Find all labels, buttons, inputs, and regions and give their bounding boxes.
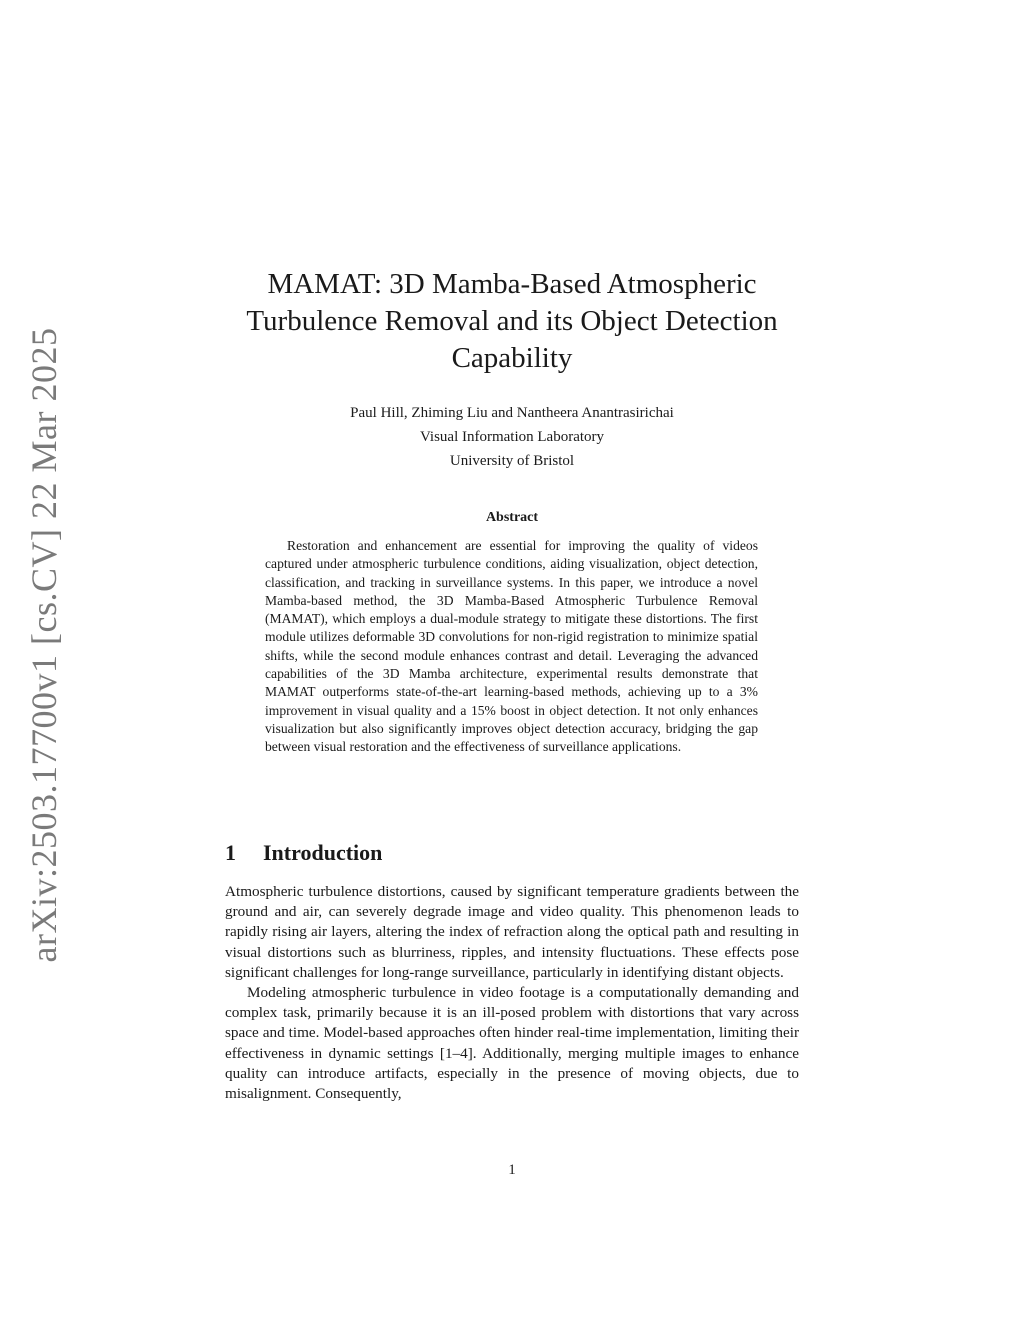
author-list: Paul Hill, Zhiming Liu and Nantheera Anantrasirichai xyxy=(350,405,674,421)
arxiv-identifier-stamp: arXiv:2503.17700v1 [cs.CV] 22 Mar 2025 xyxy=(24,327,64,963)
section-title: Introduction xyxy=(263,840,383,865)
title-line-1: MAMAT: 3D Mamba-Based Atmospheric xyxy=(267,268,757,300)
affiliation-lab: Visual Information Laboratory xyxy=(419,429,605,445)
affiliation-university: University of Bristol xyxy=(449,453,575,469)
introduction-body xyxy=(225,882,799,1104)
intro-paragraph-1: Atmospheric turbulence distortions, caused by significant temperature gradients between the ground and air, can severely degrade image and video quality. This phenomenon leads to rapidly rising air layers, altering the index of refraction along the optical path and resulting in visual distortions such as blurriness, ripples, and intensity fluctuations. These effects pose significant challenges for long-range surveillance, particularly in identifying distant objects. xyxy=(225,883,799,981)
intro-paragraph-2: Modeling atmospheric turbulence in video footage is a computationally demanding and complex task, primarily because it is an ill-posed problem with distortions that vary across space and time. Model-based approaches often hinder real-time implementation, limiting their effectiveness in dynamic settings [1–4]. Additionally, merging multiple images to enhance quality can introduce artifacts, especially in the presence of moving objects, due to misalignment. Consequently, xyxy=(225,984,799,1103)
title-line-3: Capability xyxy=(451,342,573,374)
section-heading-introduction xyxy=(225,840,382,866)
title-line-2: Turbulence Removal and its Object Detection xyxy=(246,305,778,337)
author-block xyxy=(200,401,824,473)
section-number: 1 xyxy=(225,840,236,865)
page-number: 1 xyxy=(508,1162,516,1178)
abstract-text: Restoration and enhancement are essential for improving the quality of videos captured under atmospheric turbulence conditions, aiding visualization, object detection, classification, and tracking in surveillance systems. In this paper, we introduce a novel Mamba-based method, the 3D Mamba-Based Atmospheric Turbulence Removal (MAMAT), which employs a dual-module strategy to mitigate these distortions. The first module utilizes deformable 3D convolutions for non-rigid registration to minimize spatial shifts, while the second module enhances contrast and detail. Leveraging the advanced capabilities of the 3D Mamba architecture, experimental results demonstrate that MAMAT outperforms state-of-the-art learning-based methods, achieving up to a 3% improvement in visual quality and a 15% boost in object detection. It not only enhances visualization but also significantly improves object detection accuracy, bridging the gap between visual restoration and the effectiveness of surveillance applications. xyxy=(265,538,758,755)
abstract-heading: Abstract xyxy=(485,510,539,525)
paper-title xyxy=(200,266,824,377)
